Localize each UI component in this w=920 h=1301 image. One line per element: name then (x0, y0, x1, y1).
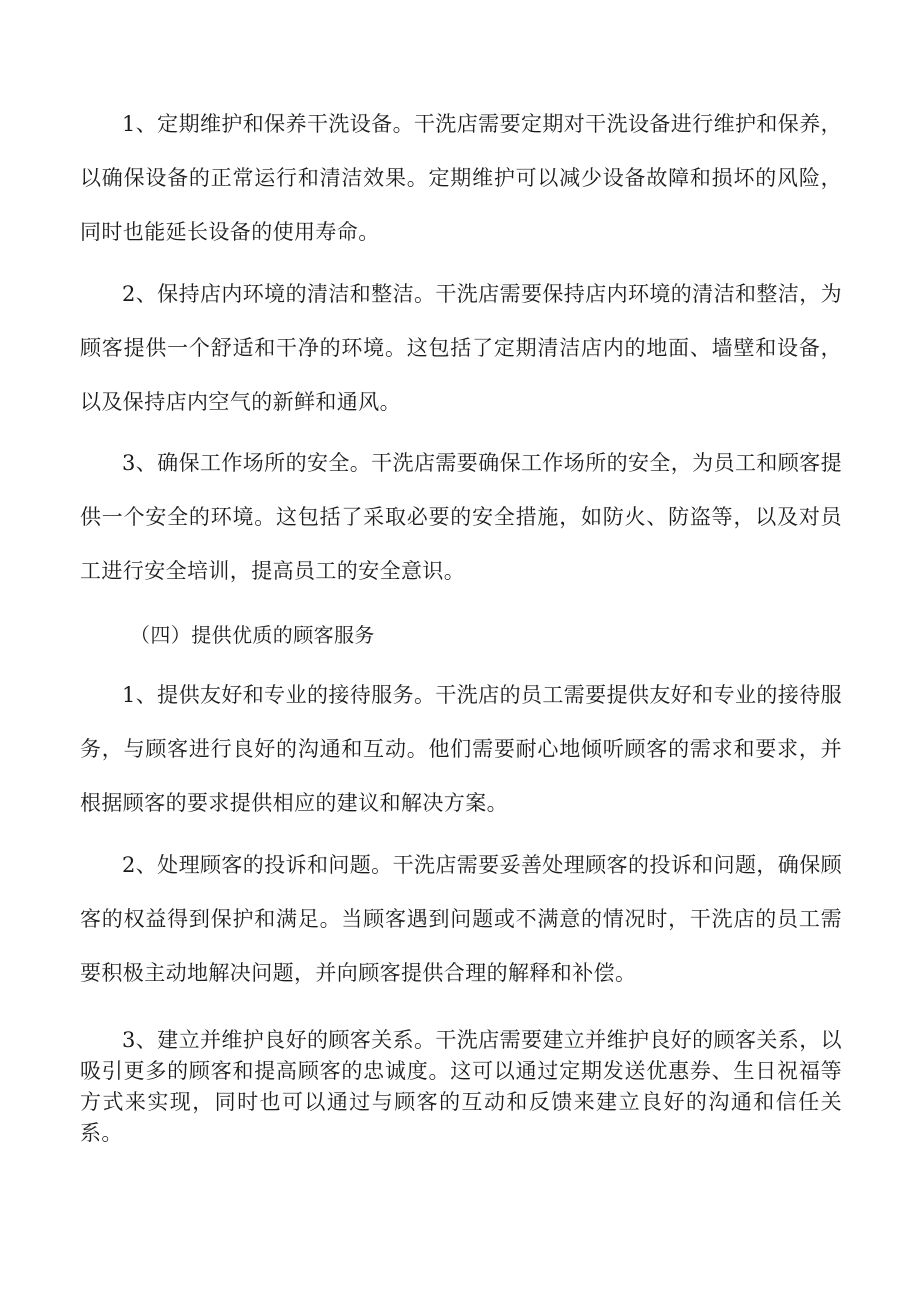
paragraph-complaint-handling: 2、处理顾客的投诉和问题。干洗店需要妥善处理顾客的投诉和问题，确保顾客的权益得到保护和满足。当顾客遇到问题或不满意的情况时，干洗店的员工需要积极主动地解决问题，并向顾客提供合理的解释和补偿。 (80, 853, 842, 985)
paragraph-equipment-maintenance: 1、定期维护和保养干洗设备。干洗店需要定期对干洗设备进行维护和保养，以确保设备的正常运行和清洁效果。定期维护可以减少设备故障和损坏的风险，同时也能延长设备的使用寿命。 (80, 112, 842, 244)
section-heading: （四）提供优质的顾客服务 (130, 623, 375, 647)
paragraph-workplace-safety: 3、确保工作场所的安全。干洗店需要确保工作场所的安全，为员工和顾客提供一个安全的环境。这包括了采取必要的安全措施，如防火、防盗等，以及对员工进行安全培训，提高员工的安全意识。 (80, 451, 842, 583)
paragraph-customer-relations: 3、建立并维护良好的顾客关系。干洗店需要建立并维护良好的顾客关系，以吸引更多的顾客和提高顾客的忠诚度。这可以通过定期发送优惠券、生日祝福等方式来实现，同时也可以通过与顾客的互动和反馈来建立良好的沟通和信任关系。 (80, 1028, 842, 1145)
paragraph-store-cleanliness: 2、保持店内环境的清洁和整洁。干洗店需要保持店内环境的清洁和整洁，为顾客提供一个舒适和干净的环境。这包括了定期清洁店内的地面、墙壁和设备，以及保持店内空气的新鲜和通风。 (80, 282, 842, 414)
paragraph-reception-service: 1、提供友好和专业的接待服务。干洗店的员工需要提供友好和专业的接待服务，与顾客进行良好的沟通和互动。他们需要耐心地倾听顾客的需求和要求，并根据顾客的要求提供相应的建议和解决方案。 (80, 683, 842, 815)
